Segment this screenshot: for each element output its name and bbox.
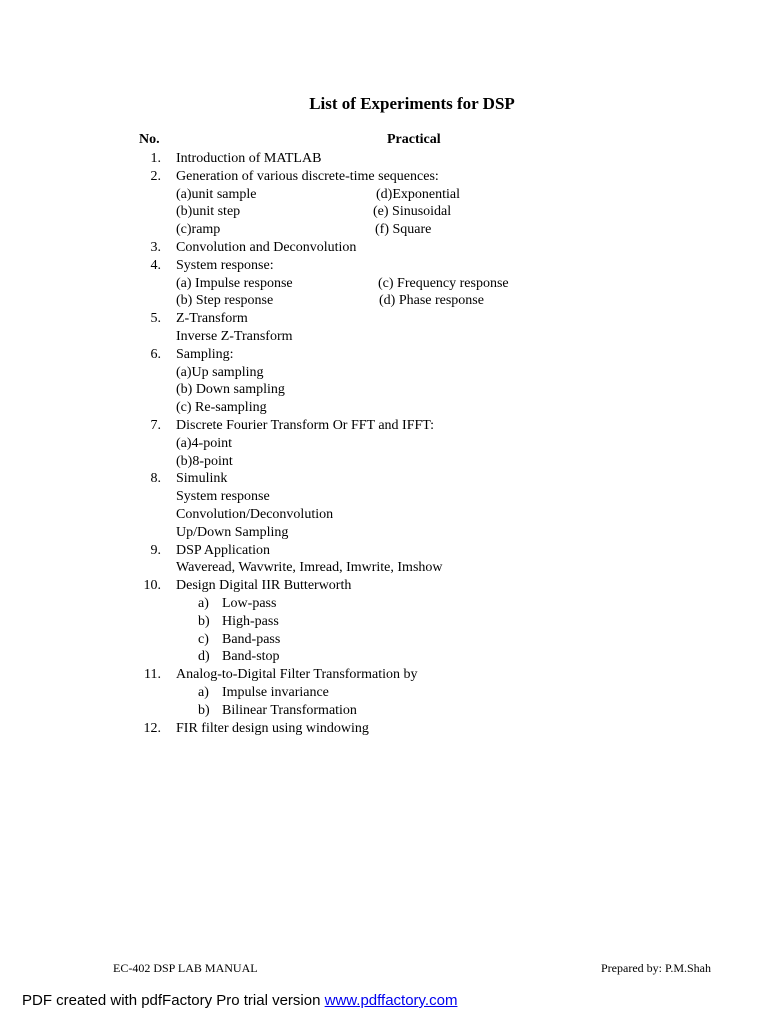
sub-item-text: Band-stop — [222, 649, 280, 664]
experiment-title: Convolution and Deconvolution — [176, 240, 357, 255]
item-number: 11. — [144, 667, 161, 682]
experiment-detail-second-column: (d)Exponential — [376, 187, 460, 202]
column-header-practical: Practical — [387, 132, 441, 147]
experiment-title: FIR filter design using windowing — [176, 721, 369, 736]
page-title: List of Experiments for DSP — [309, 94, 515, 113]
experiment-title: Z-Transform — [176, 311, 248, 326]
experiment-detail-second-column: (d) Phase response — [379, 293, 484, 308]
experiment-title: Simulink — [176, 471, 228, 486]
sub-item-text: Bilinear Transformation — [222, 703, 357, 718]
pdffactory-link[interactable]: www.pdffactory.com — [324, 992, 458, 1009]
experiment-detail: (c) Re-sampling — [176, 400, 267, 415]
experiment-detail: Up/Down Sampling — [176, 525, 289, 540]
sub-item-letter: a) — [198, 685, 209, 700]
item-number: 5. — [150, 311, 161, 326]
experiment-detail: (a)Up sampling — [176, 365, 264, 380]
item-number: 2. — [150, 169, 161, 184]
experiment-detail-second-column: (f) Square — [375, 222, 432, 237]
sub-item-letter: b) — [198, 614, 210, 629]
pdf-banner-text: PDF created with pdfFactory Pro trial version — [22, 992, 325, 1009]
experiment-title: Design Digital IIR Butterworth — [176, 578, 352, 593]
sub-item-text: High-pass — [222, 614, 279, 629]
experiment-title: DSP Application — [176, 543, 270, 558]
item-number: 12. — [143, 721, 161, 736]
experiment-title: System response: — [176, 258, 274, 273]
experiment-detail: (a)unit sample — [176, 187, 257, 202]
sub-item-text: Impulse invariance — [222, 685, 329, 700]
item-number: 10. — [143, 578, 161, 593]
experiment-title: Generation of various discrete-time sequences: — [176, 169, 439, 184]
sub-item-text: Band-pass — [222, 632, 281, 647]
experiment-detail: (b)unit step — [176, 204, 241, 219]
experiment-detail: (b)8-point — [176, 454, 233, 469]
column-header-no: No. — [139, 132, 160, 147]
experiment-title: Introduction of MATLAB — [176, 151, 322, 166]
experiment-detail-second-column: (c) Frequency response — [378, 276, 509, 291]
experiment-title: Sampling: — [176, 347, 234, 362]
experiment-detail: (b) Down sampling — [176, 382, 285, 397]
experiment-detail: (a) Impulse response — [176, 276, 293, 291]
item-number: 8. — [150, 471, 161, 486]
experiment-detail: (c)ramp — [176, 222, 221, 237]
item-number: 9. — [150, 543, 161, 558]
item-number: 6. — [150, 347, 161, 362]
experiment-title: Analog-to-Digital Filter Transformation by — [176, 667, 418, 682]
experiment-detail: Waveread, Wavwrite, Imread, Imwrite, Imshow — [176, 560, 443, 575]
experiment-detail: Inverse Z-Transform — [176, 329, 293, 344]
experiment-detail: Convolution/Deconvolution — [176, 507, 334, 522]
sub-item-letter: c) — [198, 632, 209, 647]
experiment-detail: (b) Step response — [176, 293, 274, 308]
item-number: 7. — [150, 418, 161, 433]
item-number: 1. — [150, 151, 161, 166]
item-number: 4. — [150, 258, 161, 273]
sub-item-letter: a) — [198, 596, 209, 611]
experiment-detail: System response — [176, 489, 270, 504]
sub-item-letter: b) — [198, 703, 210, 718]
sub-item-letter: d) — [198, 649, 210, 664]
experiment-detail-second-column: (e) Sinusoidal — [373, 204, 452, 219]
item-number: 3. — [150, 240, 161, 255]
sub-item-text: Low-pass — [222, 596, 277, 611]
pdf-trial-banner — [22, 992, 457, 1009]
footer-manual-title: EC-402 DSP LAB MANUAL — [113, 961, 258, 975]
experiment-title: Discrete Fourier Transform Or FFT and IFFT: — [176, 418, 435, 433]
experiment-detail: (a)4-point — [176, 436, 232, 451]
footer-prepared-by: Prepared by: P.M.Shah — [601, 961, 711, 975]
